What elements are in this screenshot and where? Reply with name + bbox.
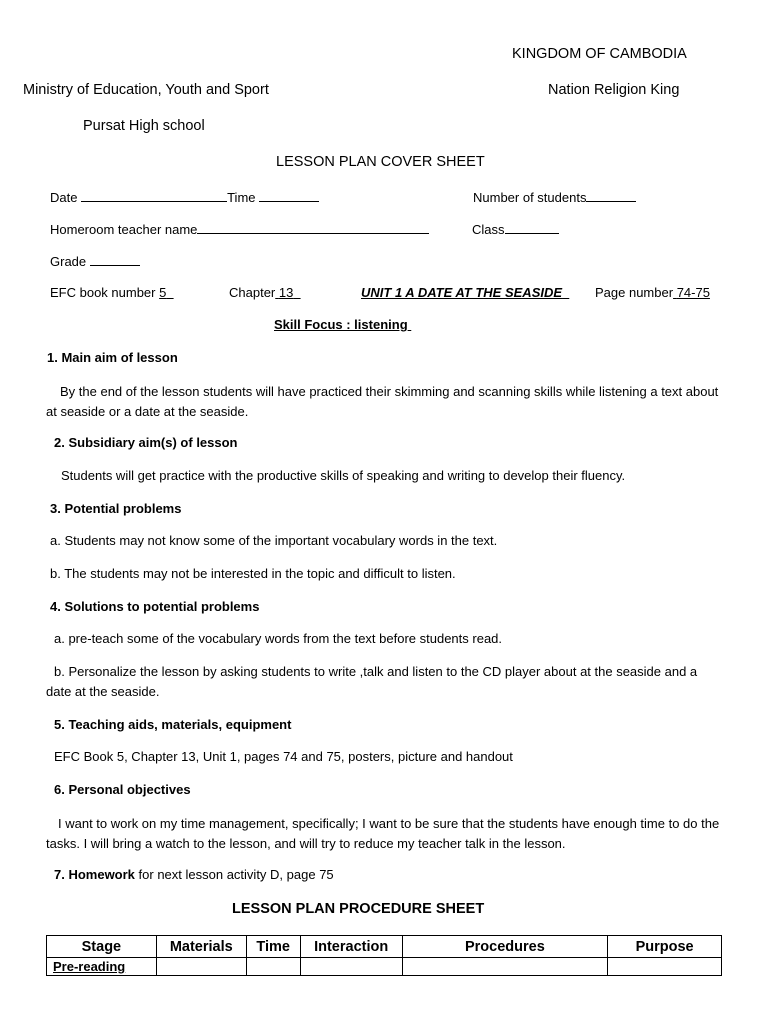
section-2-text: Students will get practice with the productive skills of speaking and writing to develop their fluency. (61, 468, 626, 483)
students-field (473, 189, 636, 205)
students-label: Number of students (473, 190, 587, 205)
section-5-text: EFC Book 5, Chapter 13, Unit 1, pages 74 and 75, posters, picture and handout (54, 749, 513, 764)
page-label: Page number (595, 285, 674, 300)
grade-field (50, 253, 140, 269)
procedure-table (46, 935, 722, 976)
section-7 (54, 867, 334, 882)
grade-label: Grade (50, 254, 87, 269)
interaction-cell (300, 958, 402, 976)
materials-header: Materials (156, 936, 246, 958)
chapter-value: 13 (278, 285, 294, 300)
ministry-heading: Ministry of Education, Youth and Sport (23, 82, 269, 98)
section-4-item-a: a. pre-teach some of the vocabulary words from the text before students read. (54, 631, 503, 646)
students-blank (586, 189, 636, 202)
unit-title: UNIT 1 A DATE AT THE SEASIDE (361, 285, 563, 300)
date-blank (81, 189, 227, 202)
section-7-text: for next lesson activity D, page 75 (138, 867, 334, 882)
section-7-heading: 7. Homework (54, 867, 135, 882)
section-6-text: I want to work on my time management, specifically; I want to be sure that the students have enough time to do the tasks. I will bring a watch to the lesson, and will try to reduce my teacher talk in the lesson. (46, 816, 720, 851)
time-cell (246, 958, 300, 976)
section-3-heading: 3. Potential problems (50, 501, 182, 516)
section-3-item-a: a. Students may not know some of the important vocabulary words in the text. (50, 533, 498, 548)
section-3-item-b: b. The students may not be interested in the topic and difficult to listen. (50, 566, 456, 581)
time-blank (259, 189, 319, 202)
procedure-title: LESSON PLAN PROCEDURE SHEET (232, 901, 485, 917)
kingdom-heading: KINGDOM OF CAMBODIA (512, 46, 687, 62)
section-5-heading: 5. Teaching aids, materials, equipment (54, 717, 292, 732)
time-header: Time (246, 936, 300, 958)
skill-focus: Skill Focus : listening (274, 317, 408, 332)
procedures-cell (402, 958, 608, 976)
class-label: Class (472, 222, 505, 237)
date-field (50, 189, 319, 205)
procedures-header: Procedures (402, 936, 608, 958)
chapter-field (229, 285, 301, 300)
page-value: 74-75 (676, 285, 710, 300)
homeroom-blank (197, 221, 429, 234)
section-4-item-b: b. Personalize the lesson by asking students to write ,talk and listen to the CD player about at the seaside and a date at the seaside. (46, 664, 698, 699)
section-4-heading: 4. Solutions to potential problems (50, 599, 260, 614)
materials-cell (156, 958, 246, 976)
interaction-header: Interaction (300, 936, 402, 958)
purpose-header: Purpose (608, 936, 722, 958)
stage-header: Stage (47, 936, 157, 958)
cover-sheet-title: LESSON PLAN COVER SHEET (276, 154, 485, 170)
procedure-header-row (47, 936, 722, 958)
class-field (472, 221, 559, 237)
time-label: Time (227, 190, 256, 205)
grade-blank (90, 253, 140, 266)
stage-cell: Pre-reading (47, 958, 157, 976)
class-blank (505, 221, 559, 234)
book-value: 5 (159, 285, 167, 300)
homeroom-field (50, 221, 429, 237)
motto-heading: Nation Religion King (548, 82, 680, 98)
school-name: Pursat High school (83, 118, 205, 134)
section-2-heading: 2. Subsidiary aim(s) of lesson (54, 435, 238, 450)
section-6-heading: 6. Personal objectives (54, 782, 191, 797)
section-1-heading: 1. Main aim of lesson (47, 350, 178, 365)
book-field (50, 285, 174, 300)
table-row (47, 958, 722, 976)
section-1-text: By the end of the lesson students will have practiced their skimming and scanning skills while listening a text about at seaside or a date at the seaside. (46, 384, 719, 419)
purpose-cell (608, 958, 722, 976)
book-label: EFC book number (50, 285, 156, 300)
page-field (595, 285, 710, 300)
chapter-label: Chapter (229, 285, 276, 300)
homeroom-label: Homeroom teacher name (50, 222, 198, 237)
date-label: Date (50, 190, 78, 205)
